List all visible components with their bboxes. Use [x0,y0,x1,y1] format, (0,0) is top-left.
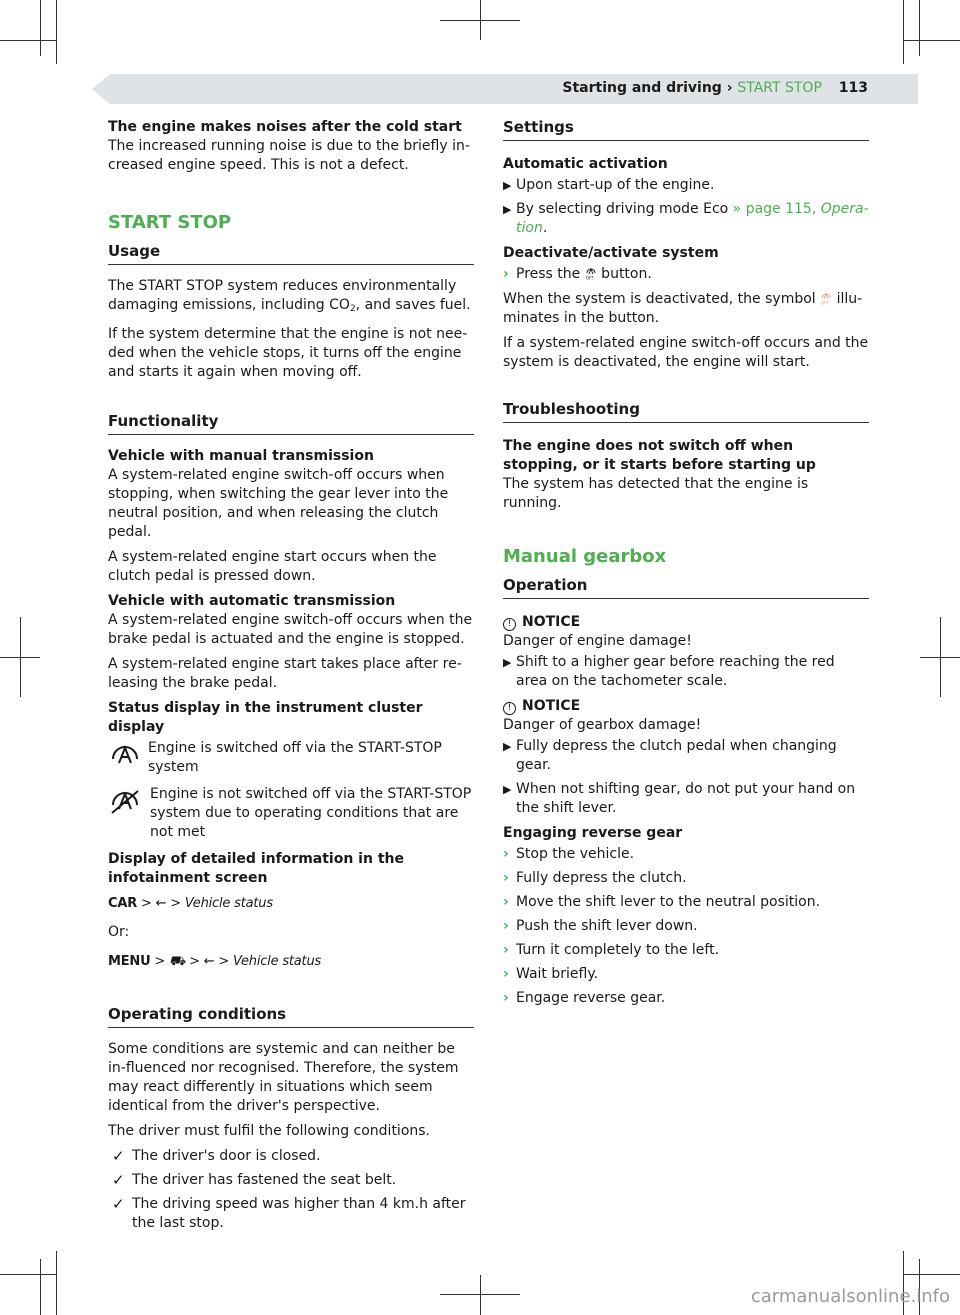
notice-2-list [503,737,869,818]
step-text: Engage reverse gear. [516,990,666,1006]
chevron-right-icon: › [503,846,509,862]
start-stop-unavailable-icon [108,787,142,815]
deactivated-text: When the system is deactivated, the symbol [503,291,821,307]
menu-key: MENU [108,954,151,969]
svg-text:OFF: OFF [585,275,594,280]
auto-activation-list [503,176,869,238]
car-icon: ⛟ [169,954,186,969]
triangle-bullet-icon: ▶ [503,656,512,669]
triangle-bullet-icon: ▶ [503,740,512,753]
manual-block [108,447,474,542]
list-item [503,176,869,195]
list-item [503,893,869,912]
heading-functionality: Functionality [108,412,474,435]
usage-p1-text: The START STOP system reduces environmentally damaging emissions, including CO [108,278,457,313]
heading-usage: Usage [108,242,474,265]
condition-text: The driving speed was higher than 4 km.h after the last stop. [132,1196,466,1231]
manual-heading: Vehicle with manual transmission [108,448,374,464]
trouble-text: The system has detected that the engine is running. [503,476,809,511]
chevron-right-icon: › [503,918,509,934]
chevron-right-icon: › [503,870,509,886]
manual-p1: A system-related engine switch-off occurs when stopping, when switching the gear lever into the neutral position, and when releasing the clutch pedal. [108,467,449,540]
heading-operation: Operation [503,576,869,599]
deactivated-p1 [503,290,869,328]
usage-paragraph-2: If the system determine that the engine is not nee-ded when the vehicle stops, it turns off the engine and starts it again when moving off. [108,326,468,380]
chevron-right-icon: › [503,966,509,982]
operating-p2: The driver must fulfil the following conditions. [108,1123,431,1139]
list-item [108,1171,474,1190]
list-item [503,989,869,1008]
start-stop-active-icon [108,741,142,769]
item-text: Shift to a higher gear before reaching the red area on the tachometer scale. [516,654,835,689]
infotainment-heading: Display of detailed information in the infotainment screen [108,851,404,886]
step-text: Move the shift lever to the neutral position. [516,894,821,910]
header-section: Starting and driving [562,80,722,96]
info-circle-icon: ! [503,702,516,715]
status-2-text: Engine is not switched off via the START-STOP system due to operating conditions that are not met [150,786,472,840]
notice-1 [503,613,869,651]
triangle-bullet-icon: ▶ [503,179,512,192]
item-text-end: . [542,220,548,236]
info-circle-icon: ! [503,618,516,631]
notice-2 [503,697,869,735]
vehicle-icon: ⇜ [155,896,167,911]
vehicle-status-label: Vehicle status [184,896,273,911]
trouble-heading: The engine does not switch off when stopping, or it starts before starting up [503,438,816,473]
step-text: Wait briefly. [516,966,599,982]
notice-2-text: Danger of gearbox damage! [503,717,702,733]
chevron-right-icon: › [503,894,509,910]
watermark: carmanualsonline.info [750,1286,950,1307]
path-sep: > [170,896,181,911]
deactivated-text-end: illu-minates in the button. [503,291,863,326]
list-item [503,965,869,984]
item-text: By selecting driving mode Eco [516,201,733,217]
notice-label: NOTICE [522,698,581,714]
chevron-right-icon: › [503,942,509,958]
page-number: 113 [838,80,868,96]
list-item [503,941,869,960]
status-heading: Status display in the instrument cluster display [108,700,423,735]
auto-heading: Vehicle with automatic transmission [108,593,396,609]
item-text: Fully depress the clutch pedal when changing gear. [516,738,837,773]
path-sep: > [140,896,152,911]
auto-activation-heading: Automatic activation [503,156,668,172]
list-item [108,1195,474,1233]
start-stop-off-indicator-icon [820,291,832,305]
header-arrow [92,74,110,104]
list-item [503,845,869,864]
list-item [503,200,869,238]
heading-troubleshooting: Troubleshooting [503,400,869,423]
page-link-title: Opera-tion [516,201,869,236]
step-text: Fully depress the clutch. [516,870,687,886]
page-link-text: » page 115, [732,201,821,217]
path-sep: > [218,954,230,969]
item-text: Upon start-up of the engine. [516,177,715,193]
path-sep: > [189,954,200,969]
menu-path-1 [108,894,474,913]
vehicle-icon: ⇜ [203,954,215,969]
check-icon: ✓ [112,1171,125,1189]
check-icon: ✓ [112,1195,125,1213]
list-item [108,1147,474,1166]
status-row-2 [108,785,474,842]
header-separator: › [726,80,733,96]
manual-p2: A system-related engine start occurs when the clutch pedal is pressed down. [108,549,437,584]
conditions-list [108,1147,474,1233]
reverse-steps [503,845,869,1008]
left-column [108,118,474,1239]
triangle-bullet-icon: ▶ [503,783,512,796]
item-text-end: button. [596,266,652,282]
step-text: Turn it completely to the left. [516,942,720,958]
auto-p2: A system-related engine start takes place after re-leasing the brake pedal. [108,656,462,691]
list-item [503,780,869,818]
condition-text: The driver has fastened the seat belt. [132,1172,397,1188]
condition-text: The driver's door is closed. [132,1148,321,1164]
step-text: Push the shift lever down. [516,918,698,934]
deactivate-steps [503,265,869,284]
auto-p1: A system-related engine switch-off occurs when the brake pedal is actuated and the engine is stopped. [108,612,473,647]
item-text: Press the [516,266,585,282]
section-title-manual-gearbox: Manual gearbox [503,546,667,567]
list-item [503,653,869,691]
running-header [562,80,868,96]
chevron-right-icon: › [503,266,509,282]
deactivated-p2: If a system-related engine switch-off occurs and the system is deactivated, the engine will start. [503,335,869,370]
path-sep: > [154,954,166,969]
notice-1-list [503,653,869,691]
triangle-bullet-icon: ▶ [503,203,512,216]
car-key: CAR [108,896,138,911]
heading-operating-conditions: Operating conditions [108,1005,474,1028]
usage-paragraph-1 [108,277,474,319]
menu-path-2 [108,952,474,971]
vehicle-status-label: Vehicle status [233,954,322,969]
chevron-right-icon: › [503,990,509,1006]
co2-subscript: 2 [349,304,356,314]
svg-text:OFF: OFF [821,300,829,305]
status-row-1 [108,739,474,777]
list-item [503,265,869,284]
header-subsection: START STOP [737,80,822,96]
step-text: Stop the vehicle. [516,846,635,862]
notice-1-text: Danger of engine damage! [503,633,692,649]
list-item [503,869,869,888]
check-icon: ✓ [112,1147,125,1165]
list-item [503,737,869,775]
reverse-heading: Engaging reverse gear [503,825,683,841]
section-title-start-stop: START STOP [108,212,232,233]
intro-block [108,118,474,175]
trouble-block [503,437,869,513]
start-stop-button-icon [585,266,597,280]
auto-block [108,592,474,649]
heading-settings: Settings [503,118,869,141]
operating-p1: Some conditions are systemic and can neither be in-fluenced nor recognised. Therefore, the system may react differently in situations which seem identical from the driver's perspective. [108,1041,459,1114]
intro-heading: The engine makes noises after the cold start [108,119,462,135]
usage-p1-text-end: , and saves fuel. [355,297,471,313]
list-item [503,917,869,936]
item-text: When not shifting gear, do not put your hand on the shift lever. [516,781,856,816]
status-1-text: Engine is switched off via the START-STOP system [148,740,442,775]
right-column [503,118,869,1014]
deactivate-heading: Deactivate/activate system [503,245,719,261]
notice-label: NOTICE [522,614,581,630]
intro-text: The increased running noise is due to the briefly in-creased engine speed. This is not a defect. [108,138,470,173]
or-text: Or: [108,924,130,940]
